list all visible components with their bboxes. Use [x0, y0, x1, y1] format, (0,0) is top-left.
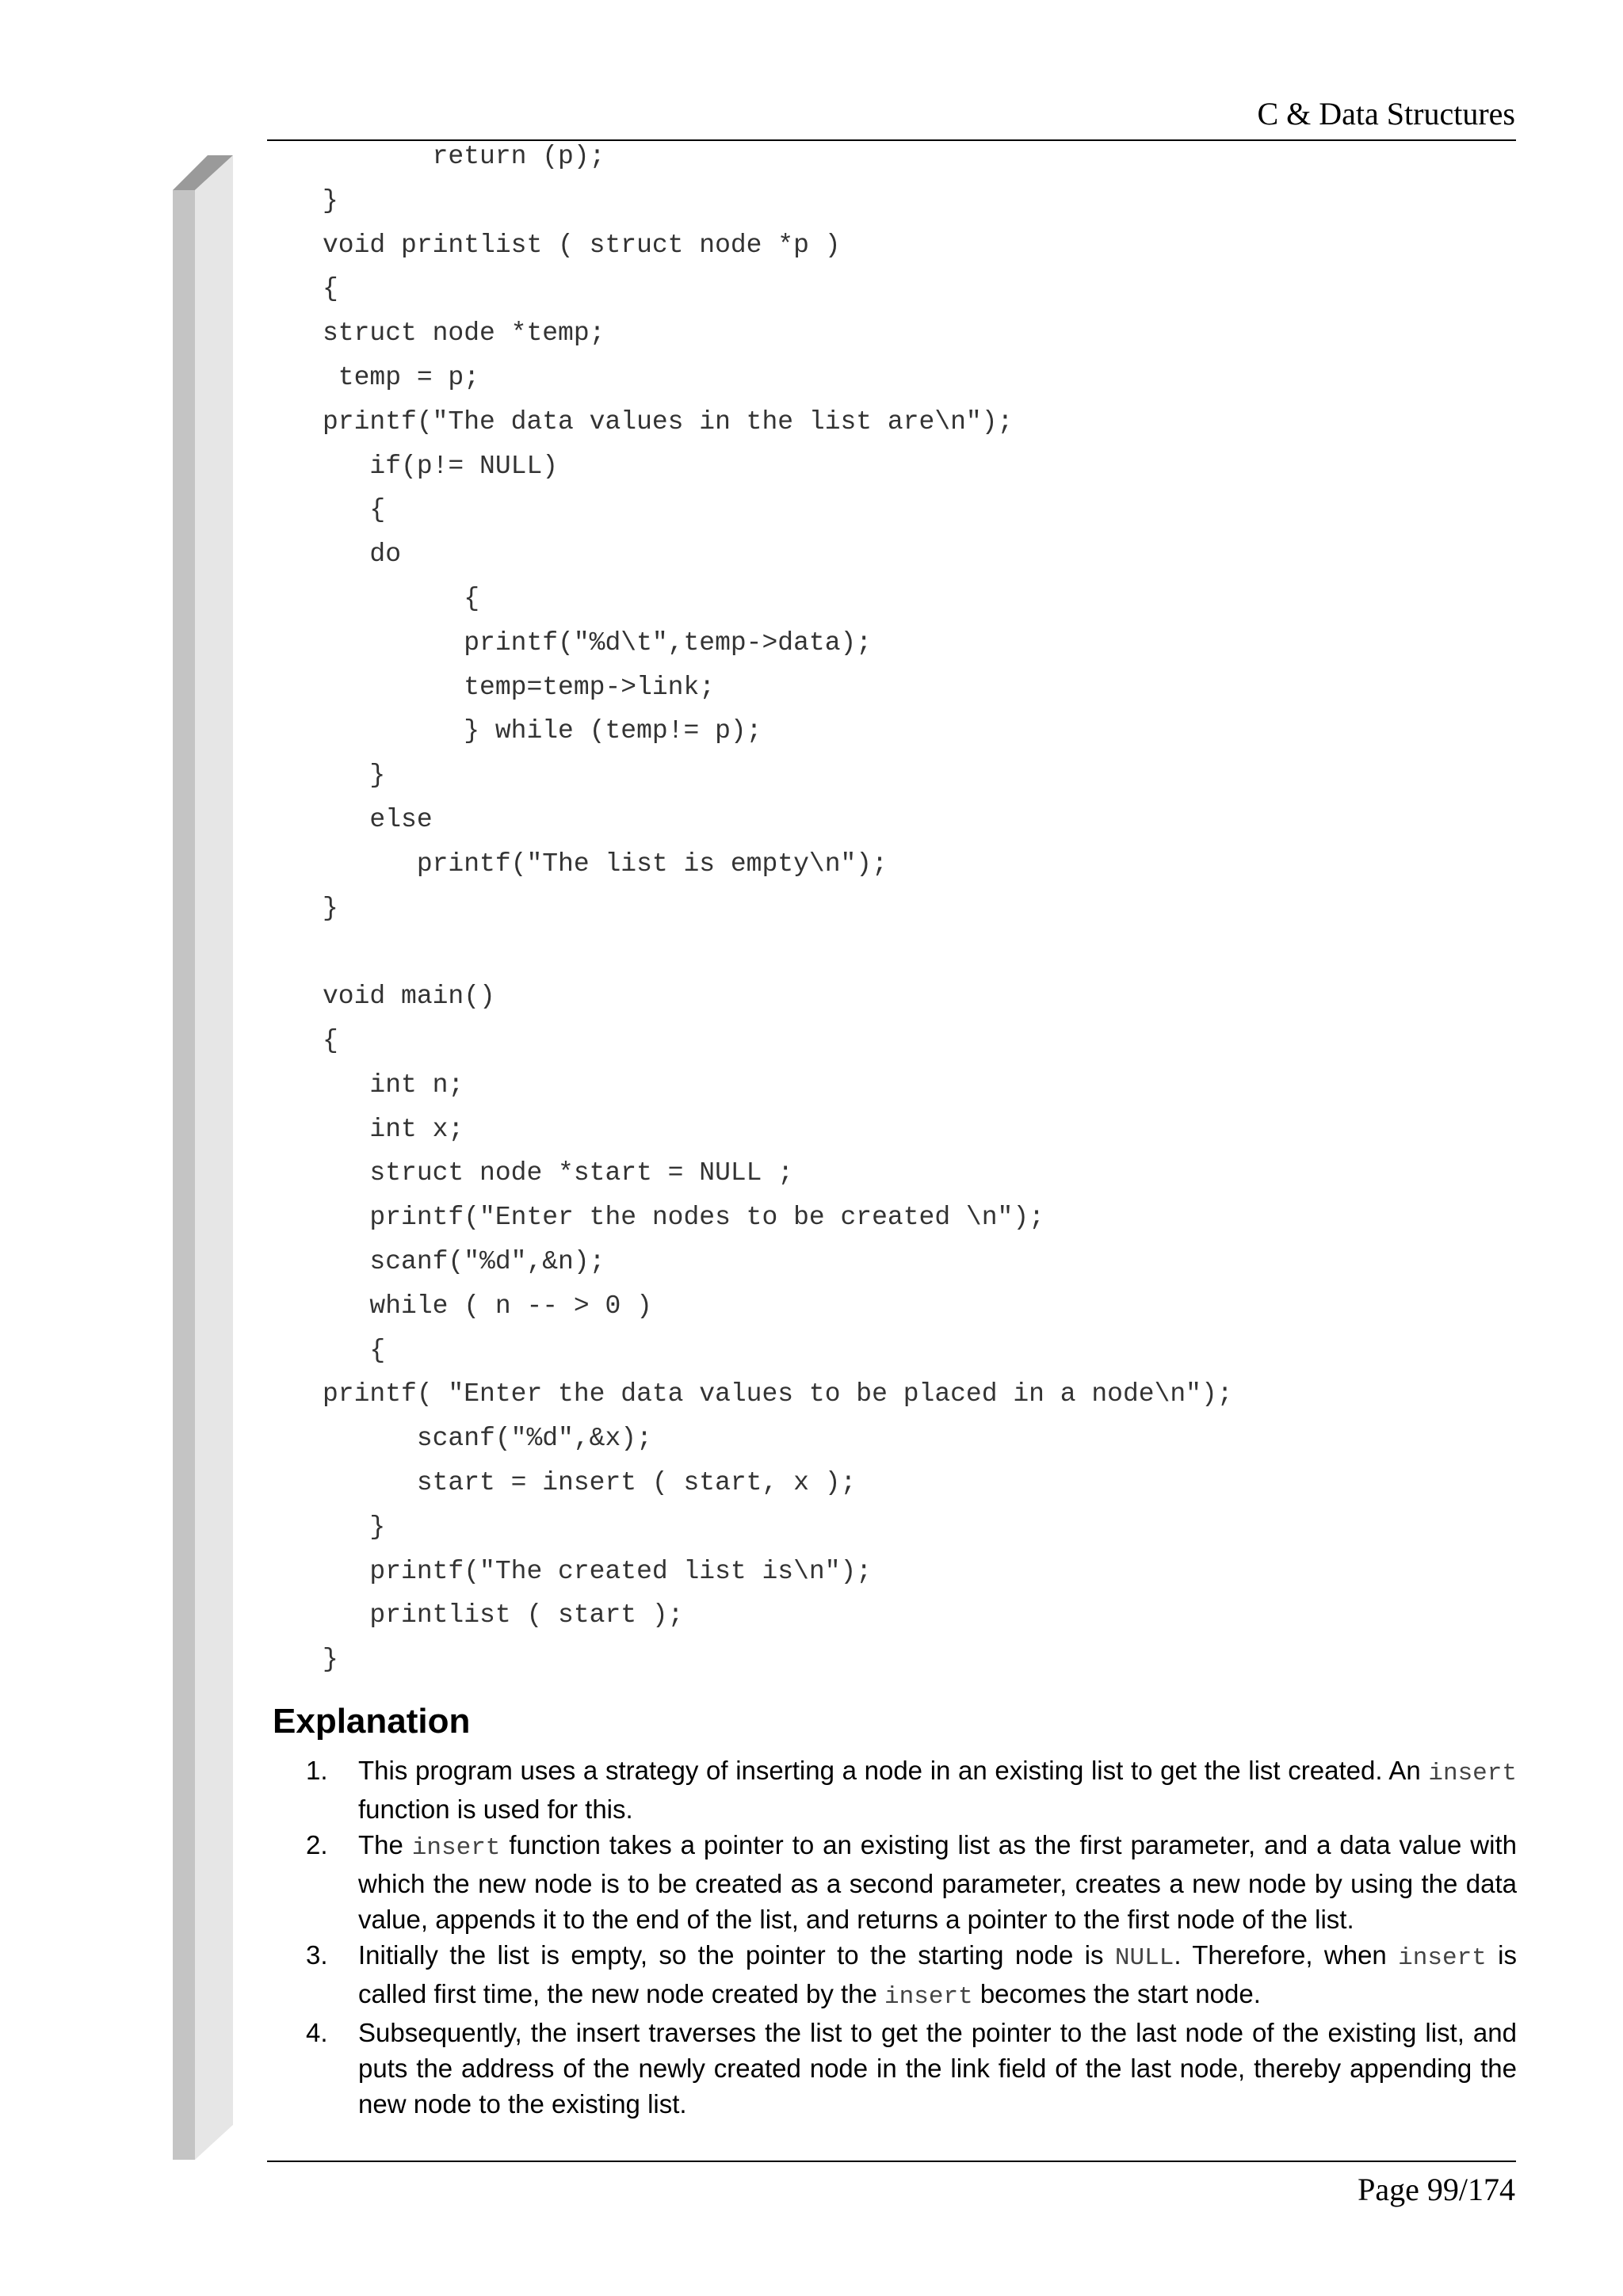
explanation-heading: Explanation: [273, 1702, 471, 1741]
item-number: 4.: [306, 2018, 328, 2047]
explanation-list: [306, 1753, 1517, 2122]
code-line: {: [323, 495, 386, 525]
code-line: int x;: [323, 1114, 464, 1144]
code-line: struct node *start = NULL ;: [323, 1158, 794, 1188]
item-text: This program uses a strategy of inserting a node in an existing list to get the list created. An: [358, 1756, 1429, 1785]
item-number: 1.: [306, 1756, 328, 1785]
decorative-side-bar: [170, 152, 233, 2160]
code-line: void printlist ( struct node *p ): [323, 230, 841, 260]
code-line: if(p!= NULL): [323, 451, 559, 481]
code-line: printf("The list is empty\n");: [323, 849, 888, 879]
code-line: struct node *temp;: [323, 318, 605, 349]
explanation-item: [306, 2015, 1517, 2122]
code-line: start = insert ( start, x );: [323, 1467, 857, 1497]
code-line: while ( n -- > 0 ): [323, 1291, 652, 1321]
item-text: Subsequently, the insert traverses the list to get the pointer to the last node of the existing list, and puts the address of the newly created node in the link field of the last node, thereby appending the new node to the existing list.: [358, 2018, 1517, 2119]
footer-rule: [267, 2161, 1516, 2162]
code-line: void main(): [323, 982, 495, 1012]
code-line: } while (temp!= p);: [323, 716, 762, 746]
code-line: printf( "Enter the data values to be placed in a node\n");: [323, 1379, 1233, 1409]
inline-code: insert: [1398, 1944, 1487, 1972]
inline-code: insert: [884, 1983, 973, 2011]
code-line: return (p);: [323, 142, 605, 171]
code-line: do: [323, 540, 402, 570]
item-text: function takes a pointer to an existing list as the first parameter, and a data value with which the new node is to be created as a second parameter, creates a new node by using the data value, appends it to the end of the list, and returns a pointer to the first node of the list.: [358, 1830, 1517, 1934]
code-line: printf("The data values in the list are\n");: [323, 406, 1014, 437]
code-line: temp = p;: [323, 362, 480, 392]
inline-code: insert: [411, 1834, 501, 1862]
item-text: function is used for this.: [358, 1794, 633, 1824]
code-line: temp=temp->link;: [323, 672, 716, 702]
code-line: else: [323, 804, 433, 834]
code-line: }: [323, 761, 386, 791]
code-line: printf("The created list is\n");: [323, 1556, 873, 1586]
code-line: {: [323, 1025, 338, 1055]
item-text: . Therefore, when: [1174, 1940, 1399, 1970]
code-line: {: [323, 274, 338, 304]
item-text: The: [358, 1830, 412, 1859]
code-line: {: [323, 1335, 386, 1365]
code-line: scanf("%d",&x);: [323, 1424, 652, 1454]
code-line: {: [323, 583, 480, 613]
code-line: scanf("%d",&n);: [323, 1246, 605, 1276]
code-line: }: [323, 893, 338, 923]
running-header-title: C & Data Structures: [1257, 96, 1515, 132]
explanation-item: [306, 1827, 1517, 1937]
item-number: 3.: [306, 1940, 328, 1970]
code-line: printlist ( start );: [323, 1600, 684, 1630]
code-line: }: [323, 1512, 386, 1542]
item-text: Initially the list is empty, so the pointer to the starting node is: [358, 1940, 1115, 1970]
item-number: 2.: [306, 1830, 328, 1859]
explanation-item: [306, 1753, 1517, 1827]
code-line: printf("Enter the nodes to be created \n");: [323, 1203, 1044, 1233]
code-line: int n;: [323, 1070, 464, 1100]
item-text: becomes the start node.: [972, 1979, 1261, 2008]
page-number: Page 99/174: [1358, 2172, 1515, 2207]
explanation-item: [306, 1937, 1517, 2015]
inline-code: insert: [1428, 1760, 1517, 1787]
code-line: [323, 930, 1233, 974]
inline-code: NULL: [1114, 1944, 1174, 1972]
item-text: is called first time, the new node created by the: [358, 1940, 1517, 2008]
code-line: }: [323, 1645, 338, 1675]
code-line: }: [323, 185, 338, 215]
code-listing: [323, 135, 1233, 1682]
code-line: printf("%d\t",temp->data);: [323, 627, 873, 658]
